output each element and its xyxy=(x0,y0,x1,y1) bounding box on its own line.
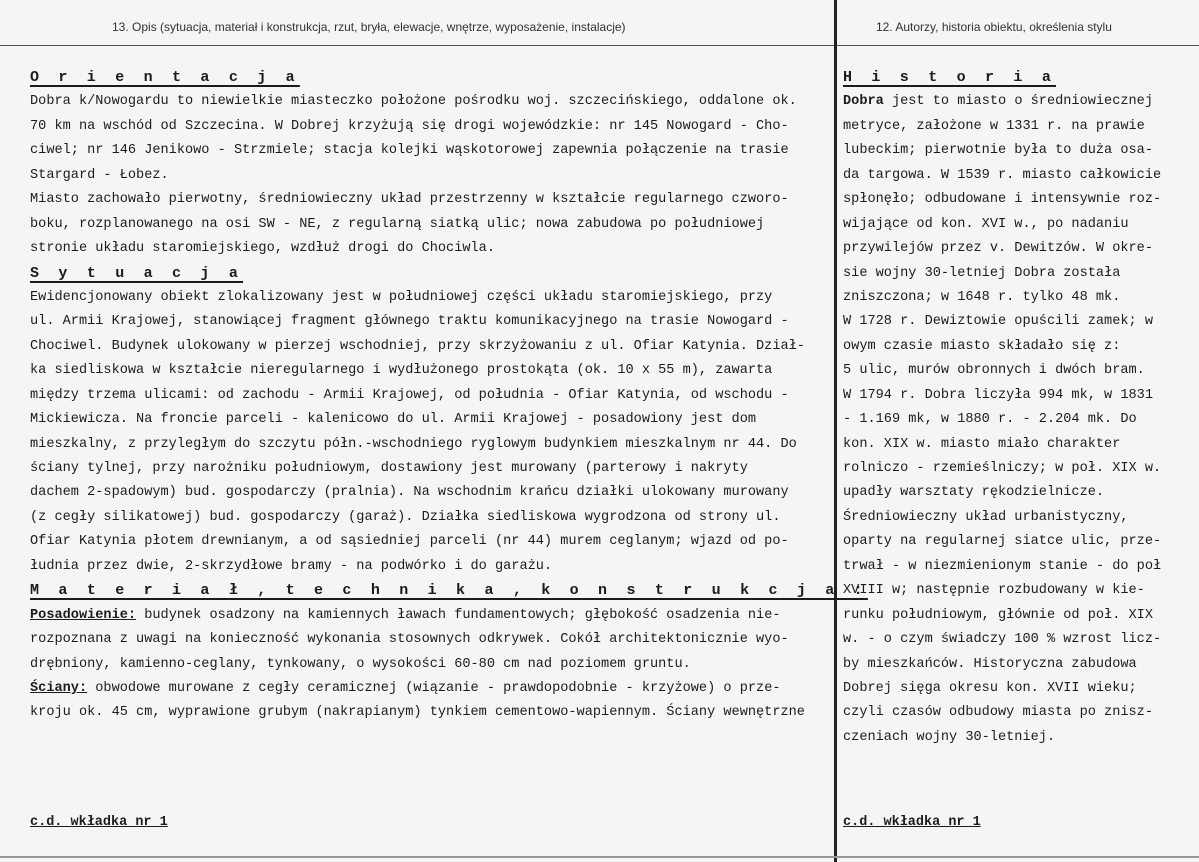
text-line: przywilejów przez v. Dewitzów. W okre- xyxy=(843,241,1153,257)
text-line: wijające od kon. XVI w., po nadaniu xyxy=(843,216,1129,232)
text-line: metryce, założone w 1331 r. na prawie xyxy=(843,118,1145,134)
text-line: 70 km na wschód od Szczecina. W Dobrej krzyżują się drogi wojewódzkie: nr 145 Nowogard - Cho- xyxy=(30,118,789,134)
section-12-header: 12. Autorzy, historia obiektu, określenia stylu xyxy=(876,20,1112,34)
text-line: kroju ok. 45 cm, wyprawione grubym (nakrapianym) tynkiem cementowo-wapiennym. Ściany wewnętrzne xyxy=(30,705,805,721)
text-line: łudnia przez dwie, 2-skrzydłowe bramy - na podwórko i do garażu. xyxy=(30,558,553,574)
text-line: w. - o czym świadczy 100 % wzrost licz- xyxy=(843,632,1162,648)
text-line: runku południowym, głównie od poł. XIX xyxy=(843,607,1153,623)
text-line: Chociwel. Budynek ulokowany w pierzej wschodniej, przy skrzyżowaniu z ul. Ofiar Katynia. Dział- xyxy=(30,338,805,354)
text-line: boku, rozplanowanego na osi SW - NE, z regularną siatką ulic; nowa zabudowa po południowej xyxy=(30,216,765,232)
text-line: stronie układu staromiejskiego, wzdłuż drogi do Chociwla. xyxy=(30,241,495,257)
text-line: Dobrej sięga okresu kon. XVII wieku; xyxy=(843,680,1137,696)
section-13-header: 13. Opis (sytuacja, materiał i konstrukcja, rzut, bryła, elewacje, wnętrze, wyposażenie, instalacje) xyxy=(112,20,626,34)
text-line: ul. Armii Krajowej, stanowiącej fragment głównego traktu komunikacyjnego na trasie Nowogard - xyxy=(30,314,789,330)
text-span: obwodowe murowane z cegły ceramicznej (wiązanie - prawdopodobnie - krzyżowe) o prze- xyxy=(87,680,781,696)
description-column xyxy=(30,66,868,726)
text-line: oparty na regularnej siatce ulic, prze- xyxy=(843,534,1162,550)
text-span: budynek osadzony na kamiennych ławach fundamentowych; głębokość osadzenia nie- xyxy=(136,607,781,623)
dobra-bold-word: Dobra xyxy=(843,94,884,110)
sytuacja-text xyxy=(30,286,830,579)
text-line: upadły warsztaty rękodzielnicze. xyxy=(843,485,1105,501)
sciany-line xyxy=(30,677,830,701)
text-line: W 1794 r. Dobra liczyła 994 mk, w 1831 xyxy=(843,387,1153,403)
text-line: drębniony, kamienno-ceglany, tynkowany, o wysokości 60-80 cm nad poziomem gruntu. xyxy=(30,656,691,672)
material-text xyxy=(30,604,830,726)
posadowienie-line xyxy=(30,604,830,628)
text-line: kon. XIX w. miasto miało charakter xyxy=(843,436,1121,452)
text-line: czyli czasów odbudowy miasta po znisz- xyxy=(843,705,1153,721)
text-line: trwał - w niezmienionym stanie - do poł xyxy=(843,558,1162,574)
text-line: by mieszkańców. Historyczna zabudowa xyxy=(843,656,1137,672)
text-line: dachem 2-spadowym) bud. gospodarczy (pralnia). Na wschodnim krańcu działki ulokowany murowany xyxy=(30,485,789,501)
description-continuation-note: c.d. wkładka nr 1 xyxy=(30,815,168,830)
text-line: XVIII w; następnie rozbudowany w kie- xyxy=(843,583,1145,599)
text-line: rozpoznana z uwagi na konieczność wykonania stosownych odkrywek. Cokół architektonicznie wyo- xyxy=(30,632,789,648)
header-divider-right xyxy=(837,45,1199,46)
history-column xyxy=(843,66,1189,750)
header-divider-left xyxy=(0,45,834,46)
page-bottom-edge xyxy=(0,856,1199,858)
text-line: czeniach wojny 30-letniej. xyxy=(843,729,1056,745)
text-line: rolniczo - rzemieślniczy; w poł. XIX w. xyxy=(843,461,1162,476)
text-line: sie wojny 30-letniej Dobra została xyxy=(843,265,1121,281)
orientacja-heading: O r i e n t a c j a xyxy=(30,69,300,86)
text-line: - 1.169 mk, w 1880 r. - 2.204 mk. Do xyxy=(843,412,1137,428)
text-line: Dobra k/Nowogardu to niewielkie miasteczko położone pośrodku woj. szczecińskiego, oddalone ok. xyxy=(30,94,797,110)
text-line: mieszkalny, z przyległym do szczytu półn.-wschodniego ryglowym budynkiem mieszkalnym nr 44. Do xyxy=(30,436,797,452)
text-line: między trzema ulicami: od zachodu - Armii Krajowej, od południa - Ofiar Katynia, od wschodu - xyxy=(30,387,789,403)
text-line: W 1728 r. Dewiztowie opuścili zamek; w xyxy=(843,314,1153,330)
text-line: 5 ulic, murów obronnych i dwóch bram. xyxy=(843,363,1145,379)
material-heading: M a t e r i a ł , t e c h n i k a , k o n s t r u k c j a : xyxy=(30,582,868,600)
historia-text xyxy=(843,90,1189,750)
text-line: Ofiar Katynia płotem drewnianym, a od sąsiedniej parceli (nr 44) murem ceglanym; wjazd od po- xyxy=(30,534,789,550)
sytuacja-heading: S y t u a c j a xyxy=(30,264,244,282)
text-line: Stargard - Łobez. xyxy=(30,167,169,183)
text-span: jest to miasto o średniowiecznej xyxy=(883,94,1153,110)
text-line: spłonęło; odbudowane i intensywnie roz- xyxy=(843,192,1162,208)
orientacja-text xyxy=(30,90,830,261)
text-line: owym czasie miasto składało się z: xyxy=(843,338,1121,354)
text-line: ściany tylnej, przy narożniku południowym, dostawiony jest murowany (parterowy i nakryty xyxy=(30,461,748,476)
text-line: Średniowieczny układ urbanistyczny, xyxy=(843,509,1129,525)
historia-heading: H i s t o r i a xyxy=(843,69,1057,86)
sciany-label: Ściany: xyxy=(30,680,88,696)
text-line: da targowa. W 1539 r. miasto całkowicie xyxy=(843,167,1162,183)
text-line: Miasto zachowało pierwotny, średniowieczny układ przestrzenny w kształcie regularnego czworo- xyxy=(30,192,789,208)
history-continuation-note: c.d. wkładka nr 1 xyxy=(843,815,981,830)
text-line: (z cegły silikatowej) bud. gospodarczy (garaż). Działka siedliskowa wygrodzona od strony ul. xyxy=(30,509,781,525)
text-line: ciwel; nr 146 Jenikowo - Strzmiele; stacja kolejki wąskotorowej zapewnia połączenie na trasie xyxy=(30,143,789,159)
column-divider xyxy=(834,0,837,862)
text-line: ka siedliskowa w kształcie nieregularnego i wydłużonego prostokąta (ok. 10 x 55 m), zawarta xyxy=(30,363,773,379)
text-line: zniszczona; w 1648 r. tylko 48 mk. xyxy=(843,289,1121,305)
text-line: Mickiewicza. Na froncie parceli - kalenicowo do ul. Armii Krajowej - posadowiony jest dom xyxy=(30,412,757,428)
text-line xyxy=(843,90,1189,114)
posadowienie-label: Posadowienie: xyxy=(30,607,137,623)
text-line: Ewidencjonowany obiekt zlokalizowany jest w południowej części układu staromiejskiego, przy xyxy=(30,289,773,305)
text-line: lubeckim; pierwotnie była to duża osa- xyxy=(843,143,1153,159)
